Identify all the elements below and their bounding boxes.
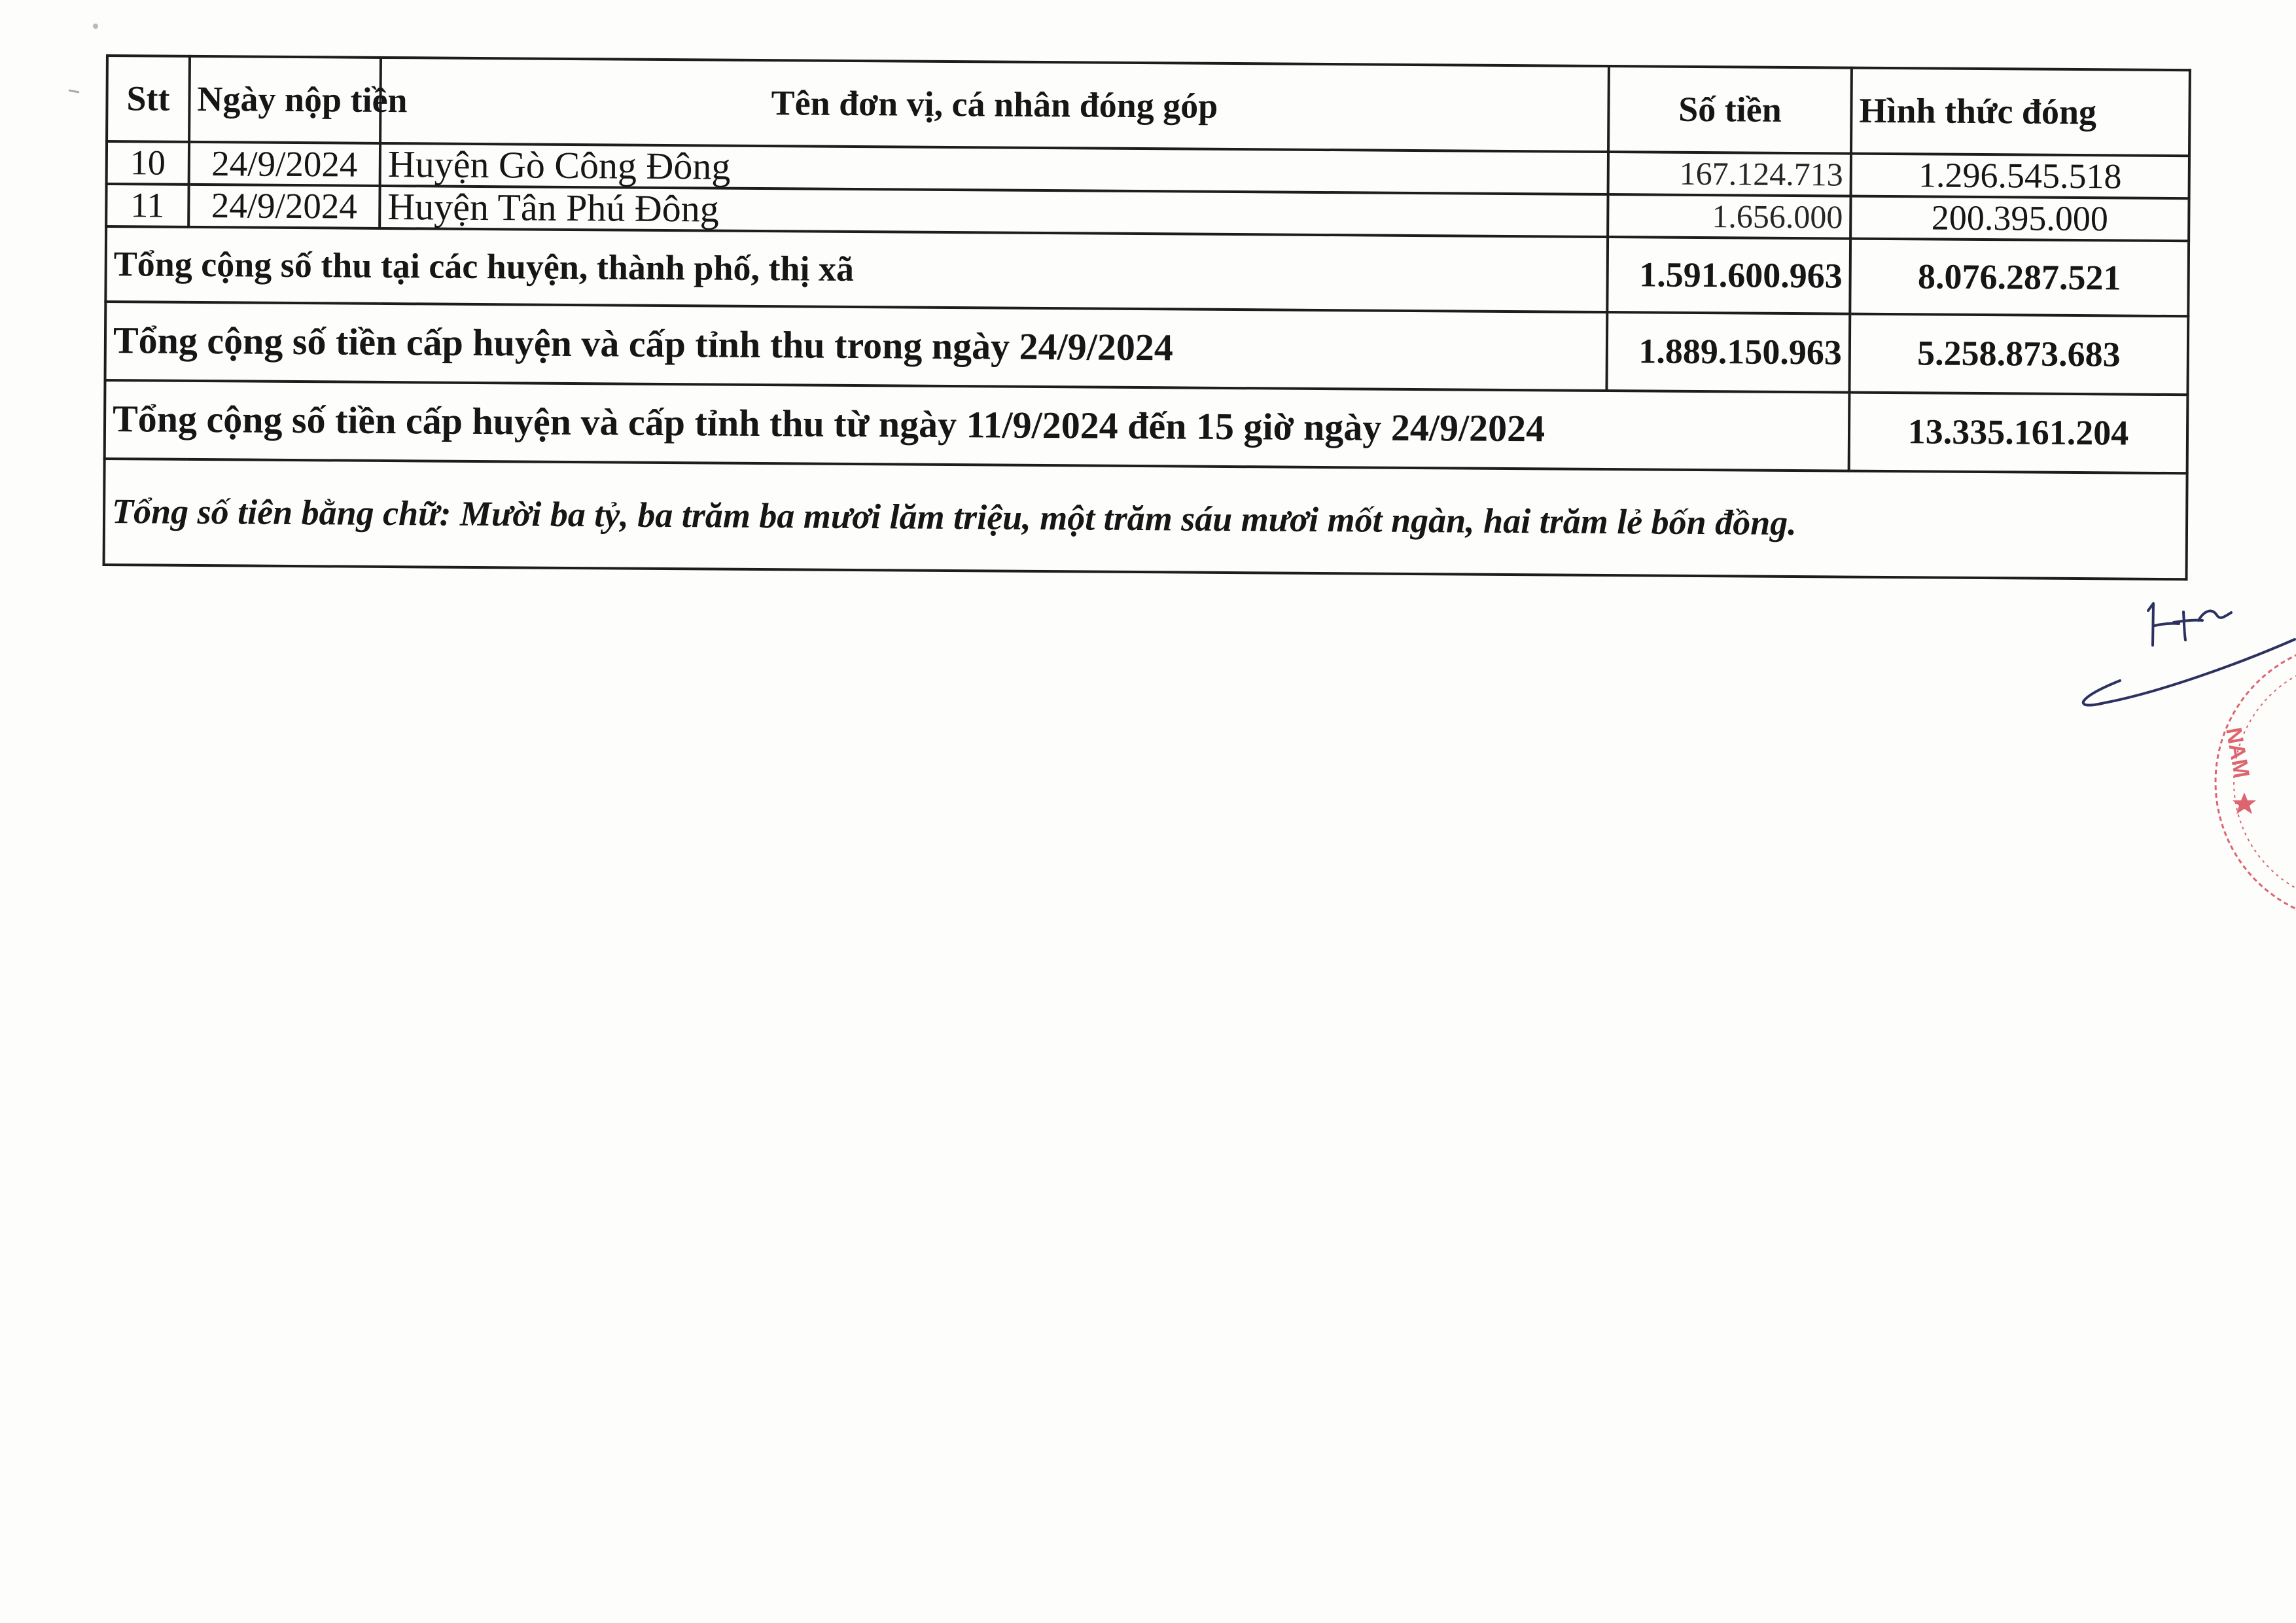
total-label: Tổng cộng số tiền cấp huyện và cấp tỉnh thu trong ngày 24/9/2024: [105, 302, 1608, 391]
total-row-day: [105, 302, 2189, 395]
row-amount: 167.124.713: [1608, 152, 1851, 196]
signature-stroke: [2183, 612, 2185, 640]
signature-stroke: [2174, 620, 2202, 622]
signature-stroke: [2155, 624, 2179, 626]
contribution-table: [103, 54, 2191, 580]
total-label: Tổng cộng số tiền cấp huyện và cấp tỉnh thu từ ngày 11/9/2024 đến 15 giờ ngày 24/9/2024: [105, 380, 1850, 471]
signature-stroke: [2199, 611, 2231, 620]
row-payment-form: 1.296.545.518: [1851, 154, 2189, 198]
total-payment-form: 8.076.287.521: [1850, 238, 2189, 316]
header-contributor-name: Tên đơn vị, cá nhân đóng góp: [380, 58, 1609, 152]
row-contributor-name: Huyện Gò Công Đông: [380, 143, 1608, 194]
row-amount: 1.656.000: [1608, 194, 1850, 238]
scan-speck: [93, 24, 98, 29]
total-label: Tổng cộng số thu tại các huyện, thành phố, thị xã: [105, 226, 1608, 312]
table-header-row: [107, 56, 2190, 156]
signature-underline-stroke: [2083, 639, 2295, 705]
amount-in-words: Tổng số tiên bằng chữ: Mười ba tỷ, ba trăm ba mươi lăm triệu, một trăm sáu mươi mốt ngàn, hai trăm lẻ bốn đồng.: [104, 459, 2187, 579]
row-payment-form: 200.395.000: [1850, 196, 2189, 241]
stamp-text: NAM: [2221, 725, 2254, 780]
stamp-star-icon: [2233, 793, 2256, 814]
row-date: 24/9/2024: [188, 185, 380, 228]
row-contributor-name: Huyện Tân Phú Đông: [380, 186, 1608, 237]
row-stt: 10: [107, 141, 189, 185]
amount-in-words-row: [104, 459, 2187, 579]
signature: [2083, 603, 2295, 705]
stamp-outer-ring: [2216, 642, 2296, 922]
total-payment-form: 5.258.873.683: [1849, 313, 2188, 395]
grand-total-value: 13.335.161.204: [1849, 392, 2188, 473]
row-stt: 11: [106, 184, 188, 227]
row-date: 24/9/2024: [189, 142, 380, 186]
total-row-districts: [105, 226, 2189, 316]
scan-speck: [69, 90, 79, 92]
total-amount: 1.889.150.963: [1606, 312, 1850, 393]
header-payment-form: Hình thức đóng: [1851, 68, 2190, 156]
signature-stroke: [2148, 603, 2153, 645]
header-payment-date: Ngày nộp tiền: [189, 56, 381, 143]
header-amount: Số tiền: [1608, 66, 1852, 154]
stamp: [2216, 642, 2296, 922]
total-amount: 1.591.600.963: [1607, 237, 1850, 314]
stamp-inner-ring: [2234, 660, 2296, 904]
header-stt: Stt: [107, 56, 190, 142]
total-row-period: [105, 380, 2188, 473]
